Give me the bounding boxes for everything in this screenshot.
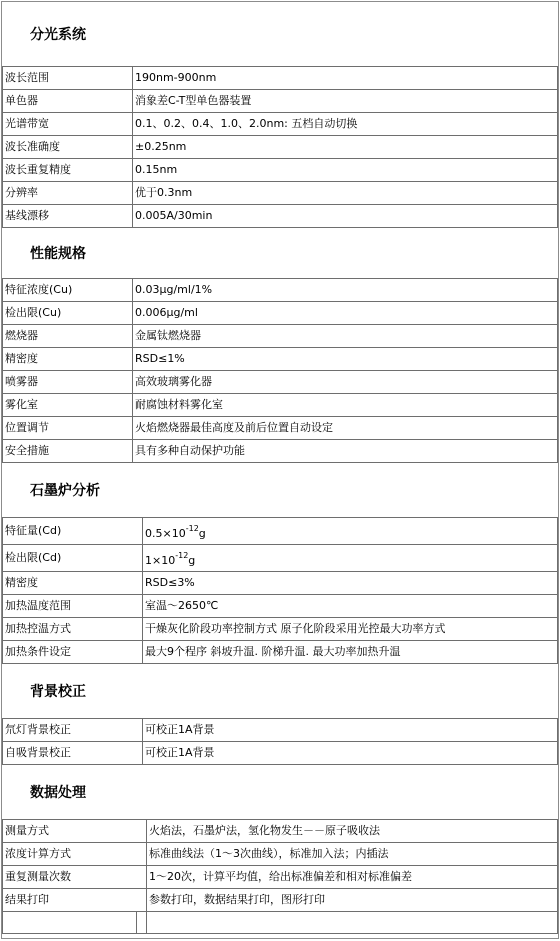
table-row	[3, 440, 558, 463]
row-value: 标准曲线法（1～3次曲线），标准加入法；内插法	[147, 843, 558, 866]
table-row	[3, 394, 558, 417]
table-row	[3, 325, 558, 348]
row-label: 单色器	[3, 90, 133, 113]
row-label: 波长准确度	[3, 136, 133, 159]
row-label: 精密度	[3, 572, 143, 595]
row-value: 室温～2650℃	[143, 595, 558, 618]
section-title-background-correction	[2, 664, 558, 718]
row-label: 结果打印	[3, 889, 147, 912]
table-row	[3, 182, 558, 205]
spec-sheet	[1, 1, 559, 939]
row-value: 最大9个程序 斜坡升温. 阶梯升温. 最大功率加热升温	[143, 641, 558, 664]
row-value: 参数打印，数据结果打印，图形打印	[147, 889, 558, 912]
value-unit: g	[198, 526, 206, 540]
value-base: 1×10	[145, 553, 176, 567]
table-row	[3, 279, 558, 302]
row-value: 火焰法，石墨炉法，氢化物发生－－原子吸收法	[147, 820, 558, 843]
row-value	[147, 912, 558, 934]
row-label: 自吸背景校正	[3, 742, 143, 765]
row-label: 加热控温方式	[3, 618, 143, 641]
row-value: 消象差C-T型单色器装置	[133, 90, 558, 113]
table-row	[3, 67, 558, 90]
section-title-performance	[2, 228, 558, 278]
table-row	[3, 205, 558, 228]
row-value: 0.005A/30min	[133, 205, 558, 228]
row-label: 加热条件设定	[3, 641, 143, 664]
table-row	[3, 159, 558, 182]
row-value: 可校正1A背景	[143, 742, 558, 765]
section-title-text: 性能规格	[30, 246, 86, 262]
row-value: 0.15nm	[133, 159, 558, 182]
spec-table-optical	[2, 66, 558, 228]
row-label	[3, 912, 137, 934]
row-label: 测量方式	[3, 820, 147, 843]
row-value: 火焰燃烧器最佳高度及前后位置自动设定	[133, 417, 558, 440]
value-exponent: -12	[185, 523, 199, 533]
row-value: 金属钛燃烧器	[133, 325, 558, 348]
row-label: 特征浓度(Cu)	[3, 279, 133, 302]
section-title-graphite-furnace	[2, 463, 558, 517]
table-row	[3, 90, 558, 113]
row-label: 光谱带宽	[3, 113, 133, 136]
row-label: 波长范围	[3, 67, 133, 90]
row-label: 安全措施	[3, 440, 133, 463]
section-title-data-processing	[2, 765, 558, 819]
row-value: ±0.25nm	[133, 136, 558, 159]
row-value	[143, 518, 558, 545]
table-row	[3, 843, 558, 866]
row-value: 高效玻璃雾化器	[133, 371, 558, 394]
row-label: 加热温度范围	[3, 595, 143, 618]
row-value: 190nm-900nm	[133, 67, 558, 90]
table-row	[3, 518, 558, 545]
row-label: 喷雾器	[3, 371, 133, 394]
row-label: 检出限(Cu)	[3, 302, 133, 325]
row-label: 特征量(Cd)	[3, 518, 143, 545]
spec-table-performance	[2, 278, 558, 463]
table-row	[3, 595, 558, 618]
section-title-optical	[2, 2, 558, 66]
row-label: 波长重复精度	[3, 159, 133, 182]
value-base: 0.5×10	[145, 526, 186, 540]
row-value: 干燥灰化阶段功率控制方式 原子化阶段采用光控最大功率方式	[143, 618, 558, 641]
row-label: 燃烧器	[3, 325, 133, 348]
section-title-text: 背景校正	[30, 684, 86, 700]
table-row	[3, 113, 558, 136]
spec-table-data-processing	[2, 819, 558, 934]
row-label: 重复测量次数	[3, 866, 147, 889]
row-value	[143, 545, 558, 572]
table-row	[3, 719, 558, 742]
table-row	[3, 742, 558, 765]
table-row	[3, 545, 558, 572]
spec-table-background-correction	[2, 718, 558, 765]
section-title-text: 石墨炉分析	[30, 483, 100, 499]
row-value: 0.03μg/ml/1%	[133, 279, 558, 302]
spec-table-graphite-furnace	[2, 517, 558, 664]
row-value: 具有多种自动保护功能	[133, 440, 558, 463]
table-row	[3, 866, 558, 889]
row-label: 检出限(Cd)	[3, 545, 143, 572]
table-row	[3, 912, 558, 934]
row-label: 浓度计算方式	[3, 843, 147, 866]
row-value: 0.006μg/ml	[133, 302, 558, 325]
table-row	[3, 348, 558, 371]
section-title-text: 分光系统	[30, 27, 86, 43]
table-row	[3, 136, 558, 159]
table-row	[3, 820, 558, 843]
row-label: 位置调节	[3, 417, 133, 440]
row-value: 可校正1A背景	[143, 719, 558, 742]
row-value: 0.1、0.2、0.4、1.0、2.0nm: 五档自动切换	[133, 113, 558, 136]
table-row	[3, 371, 558, 394]
row-label: 精密度	[3, 348, 133, 371]
section-title-text: 数据处理	[30, 785, 86, 801]
value-unit: g	[188, 553, 196, 567]
value-exponent: -12	[175, 550, 189, 560]
row-label: 雾化室	[3, 394, 133, 417]
table-row	[3, 572, 558, 595]
table-row	[3, 889, 558, 912]
row-label: 氘灯背景校正	[3, 719, 143, 742]
row-value: 1～20次，计算平均值，给出标准偏差和相对标准偏差	[147, 866, 558, 889]
row-label: 基线漂移	[3, 205, 133, 228]
table-row	[3, 618, 558, 641]
table-row	[3, 302, 558, 325]
row-value: RSD≤1%	[133, 348, 558, 371]
row-value: 耐腐蚀材料雾化室	[133, 394, 558, 417]
empty-cell	[137, 912, 147, 934]
table-row	[3, 417, 558, 440]
row-label: 分辨率	[3, 182, 133, 205]
table-row	[3, 641, 558, 664]
row-value: 优于0.3nm	[133, 182, 558, 205]
row-value: RSD≤3%	[143, 572, 558, 595]
